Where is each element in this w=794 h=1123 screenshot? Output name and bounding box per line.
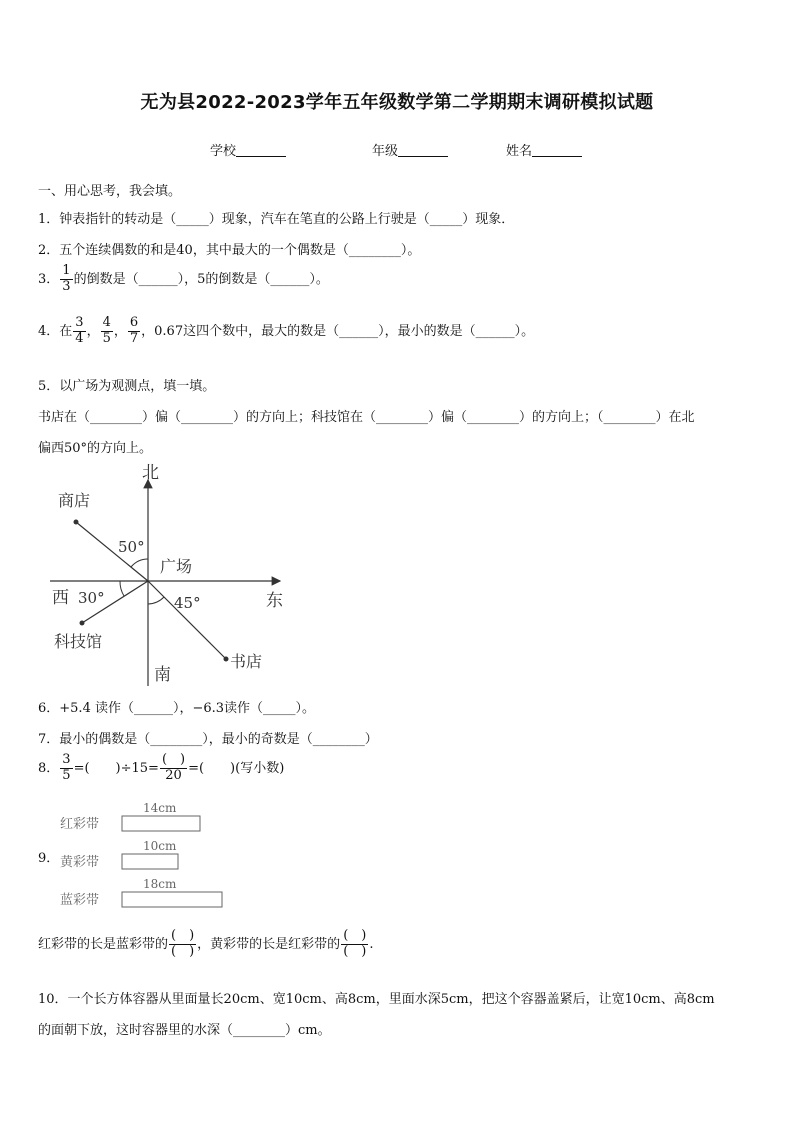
grade-blank[interactable] [398, 143, 448, 157]
question-5-line2: 书店在（________）偏（________）的方向上；科技馆在（________）偏（________）的方向上；（________）在北 [38, 410, 695, 425]
bookstore-label: 书店 [230, 652, 263, 671]
angle-arc-bookstore [148, 597, 164, 604]
name-blank[interactable] [532, 143, 582, 157]
question-2: 2．五个连续偶数的和是40，其中最大的一个偶数是（________）。 [38, 243, 421, 258]
red-ribbon-bar [122, 816, 200, 831]
question-10-line2: 的面朝下放，这时容器里的水深（________）cm。 [38, 1023, 331, 1038]
ribbon-diagram [55, 798, 245, 918]
angle-label-bookstore: 45° [174, 594, 201, 612]
center-label: 广场 [160, 557, 193, 576]
fraction-3-4: $\frac{3}{4}$ [75, 315, 84, 346]
red-ribbon-label: 红彩带 [60, 817, 100, 832]
compass-diagram [40, 458, 300, 694]
question-4: 4．在 $\frac{3}{4}$ ， $\frac{4}{5}$ ， $\frac{6}{7}$ ，0.67这四个数中，最大的数是（______），最小的数是（______）。 [38, 315, 535, 346]
question-9-text: 红彩带的长是蓝彩带的 $\frac{( )}{( )}$ ，黄彩带的长是红彩带的 $\frac{( )}{( )}$ . [38, 928, 374, 959]
angle-arc-museum [120, 581, 124, 596]
question-8-part2: =( )(写小数) [188, 760, 285, 776]
north-label: 北 [142, 463, 159, 483]
blue-ribbon-label: 蓝彩带 [60, 893, 100, 908]
shop-point [74, 520, 79, 525]
yellow-ribbon-label: 黄彩带 [60, 855, 100, 870]
question-3 [38, 264, 329, 295]
name-field[interactable] [506, 140, 582, 159]
question-6: 6．+5.4 读作（______），−6.3读作（_____）。 [38, 701, 316, 716]
yellow-ribbon-bar [122, 854, 178, 869]
question-8-part1: =( )÷15= [73, 760, 159, 776]
fraction-one-third: $\frac{1}{3}$ [62, 263, 71, 294]
name-label: 姓名 [506, 144, 533, 159]
school-label: 学校 [210, 144, 237, 159]
east-label: 东 [266, 591, 283, 611]
question-1: 1．钟表指针的转动是（_____）现象，汽车在笔直的公路上行驶是（_____）现象． [38, 212, 515, 227]
fraction-6-7: $\frac{6}{7}$ [129, 315, 139, 346]
yellow-ribbon-length: 10cm [143, 839, 177, 853]
grade-field[interactable] [372, 140, 448, 159]
section-heading: 一、用心思考，我会填。 [38, 184, 182, 199]
blue-ribbon-bar [122, 892, 222, 907]
bookstore-point [224, 657, 229, 662]
school-blank[interactable] [236, 143, 286, 157]
question-8 [38, 753, 284, 784]
question-4-lead: 4．在 [38, 323, 73, 339]
question-5-intro: 5．以广场为观测点，填一填。 [38, 379, 216, 394]
west-label: 西 [52, 588, 69, 608]
bookstore-ray [148, 581, 226, 659]
question-7: 7．最小的偶数是（________），最小的奇数是（________） [38, 732, 378, 747]
page-title: 无为县2022-2023学年五年级数学第二学期期末调研模拟试题 [140, 92, 654, 113]
blue-ribbon-length: 18cm [143, 877, 177, 891]
question-3-text: 的倒数是（______），5的倒数是（______）。 [73, 271, 329, 287]
fraction-blank-20[interactable]: $\frac{( )}{20}$ [161, 752, 186, 783]
question-5-line3: 偏西50°的方向上。 [38, 441, 153, 456]
shop-label: 商店 [58, 491, 91, 510]
question-8-number: 8． [38, 760, 60, 776]
angle-label-shop: 50° [118, 538, 145, 556]
question-9-number: 9． [38, 851, 60, 866]
angle-label-museum: 30° [78, 589, 105, 607]
fraction-3-5: $\frac{3}{5}$ [62, 752, 71, 783]
fraction-blank-1[interactable]: $\frac{( )}{( )}$ [171, 928, 195, 959]
fraction-4-5: $\frac{4}{5}$ [102, 315, 111, 346]
question-4-text: ，0.67这四个数中，最大的数是（______），最小的数是（______）。 [141, 323, 535, 339]
grade-label: 年级 [372, 144, 399, 159]
south-label: 南 [154, 665, 171, 685]
angle-arc-shop [131, 559, 148, 567]
question-3-number: 3． [38, 271, 60, 287]
museum-point [80, 621, 85, 626]
question-10-line1: 10．一个长方体容器从里面量长20cm、宽10cm、高8cm，里面水深5cm，把这个容器盖紧后，让宽10cm、高8cm [38, 992, 715, 1007]
school-field[interactable] [210, 140, 286, 159]
fraction-blank-2[interactable]: $\frac{( )}{( )}$ [343, 928, 367, 959]
red-ribbon-length: 14cm [143, 801, 177, 815]
museum-label: 科技馆 [54, 632, 103, 651]
